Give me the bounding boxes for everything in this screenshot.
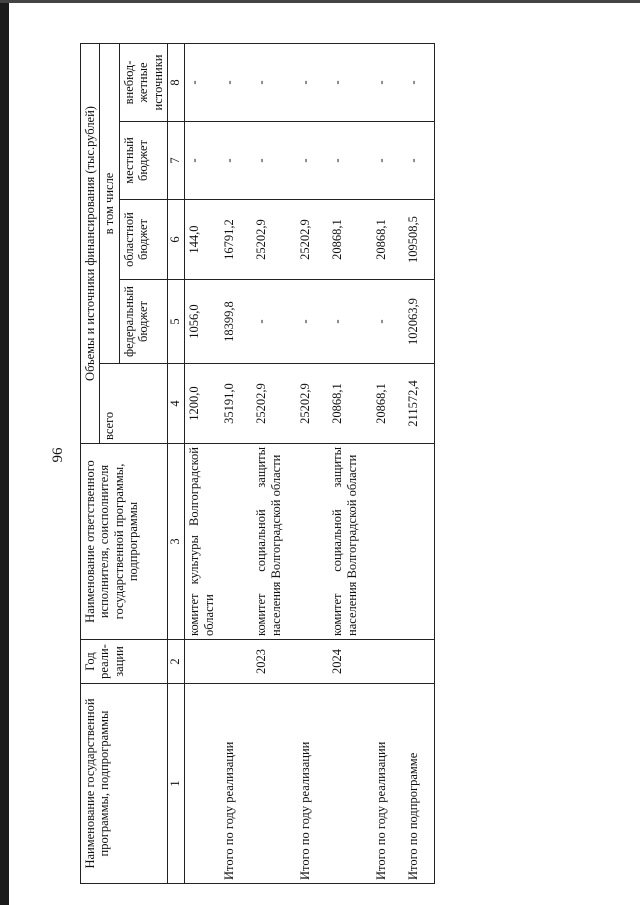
row-name: Итого по году реализации <box>296 684 328 884</box>
row-federal: - <box>296 280 328 364</box>
row-executor: комитет социальной защиты населения Волгоградской области <box>328 444 372 640</box>
row-local: - <box>220 122 252 200</box>
header-regional: областной бюджет <box>119 200 167 280</box>
row-executor: комитет культуры Волгоградской области <box>184 444 220 640</box>
header-year: Год реали-зации <box>81 640 168 684</box>
col-index-4: 4 <box>167 364 184 444</box>
row-year: 2023 <box>252 640 296 684</box>
table-row <box>404 43 434 883</box>
row-extra: - <box>184 43 220 121</box>
table-row <box>184 43 220 883</box>
header-finance: Объемы и источники финансирования (тыс.рублей) <box>81 43 100 443</box>
row-name: Итого по подпрограмме <box>404 684 434 884</box>
row-federal: 1056,0 <box>184 280 220 364</box>
header-federal: федеральный бюджет <box>119 280 167 364</box>
row-executor: комитет социальной защиты населения Волгоградской области <box>252 444 296 640</box>
page-number: 96 <box>50 447 66 463</box>
row-extra: - <box>220 43 252 121</box>
row-extra: - <box>296 43 328 121</box>
row-regional: 109508,5 <box>404 200 434 280</box>
row-total: 1200,0 <box>184 364 220 444</box>
col-index-3: 3 <box>167 444 184 640</box>
row-federal: - <box>328 280 372 364</box>
row-federal: 102063,9 <box>404 280 434 364</box>
row-local: - <box>184 122 220 200</box>
row-extra: - <box>404 43 434 121</box>
table-row <box>252 43 296 883</box>
row-name: Итого по году реализации <box>220 684 252 884</box>
row-year <box>404 640 434 684</box>
header-executor: Наименование ответственного исполнителя, соисполнителя государственной программы, подпрограммы <box>81 444 168 640</box>
row-extra: - <box>252 43 296 121</box>
row-executor <box>404 444 434 640</box>
scan-edge-left <box>0 0 9 905</box>
row-total: 35191,0 <box>220 364 252 444</box>
rotated-page-content <box>80 44 560 884</box>
row-name <box>252 684 296 884</box>
row-local: - <box>372 122 404 200</box>
row-local: - <box>296 122 328 200</box>
col-index-6: 6 <box>167 200 184 280</box>
row-federal: - <box>372 280 404 364</box>
header-program-name: Наименование государственной программы, подпрограммы <box>81 684 168 884</box>
scan-edge-top <box>0 0 640 3</box>
row-regional: 16791,2 <box>220 200 252 280</box>
row-total: 25202,9 <box>252 364 296 444</box>
row-local: - <box>252 122 296 200</box>
row-name <box>184 684 220 884</box>
row-executor <box>220 444 252 640</box>
col-index-7: 7 <box>167 122 184 200</box>
col-index-2: 2 <box>167 640 184 684</box>
row-year: 2024 <box>328 640 372 684</box>
row-year <box>184 640 220 684</box>
row-extra: - <box>372 43 404 121</box>
row-extra: - <box>328 43 372 121</box>
col-index-8: 8 <box>167 43 184 121</box>
row-executor <box>296 444 328 640</box>
row-name: Итого по году реализации <box>372 684 404 884</box>
row-year <box>296 640 328 684</box>
row-name <box>328 684 372 884</box>
header-extrabudget: внебюд-жетные источники <box>119 43 167 121</box>
row-federal: 18399,8 <box>220 280 252 364</box>
row-regional: 20868,1 <box>328 200 372 280</box>
col-index-5: 5 <box>167 280 184 364</box>
row-total: 211572,4 <box>404 364 434 444</box>
row-total: 20868,1 <box>372 364 404 444</box>
table-row <box>372 43 404 883</box>
row-total: 25202,9 <box>296 364 328 444</box>
row-local: - <box>328 122 372 200</box>
header-total: всего <box>100 364 168 444</box>
row-regional: 20868,1 <box>372 200 404 280</box>
row-local: - <box>404 122 434 200</box>
header-including: в том числе <box>100 43 119 363</box>
col-index-1: 1 <box>167 684 184 884</box>
financing-table <box>80 43 435 884</box>
row-executor <box>372 444 404 640</box>
row-regional: 25202,9 <box>296 200 328 280</box>
row-year <box>372 640 404 684</box>
table-row <box>220 43 252 883</box>
row-year <box>220 640 252 684</box>
table-row <box>296 43 328 883</box>
row-regional: 25202,9 <box>252 200 296 280</box>
row-regional: 144,0 <box>184 200 220 280</box>
table-row <box>328 43 372 883</box>
header-local: местный бюджет <box>119 122 167 200</box>
row-total: 20868,1 <box>328 364 372 444</box>
row-federal: - <box>252 280 296 364</box>
